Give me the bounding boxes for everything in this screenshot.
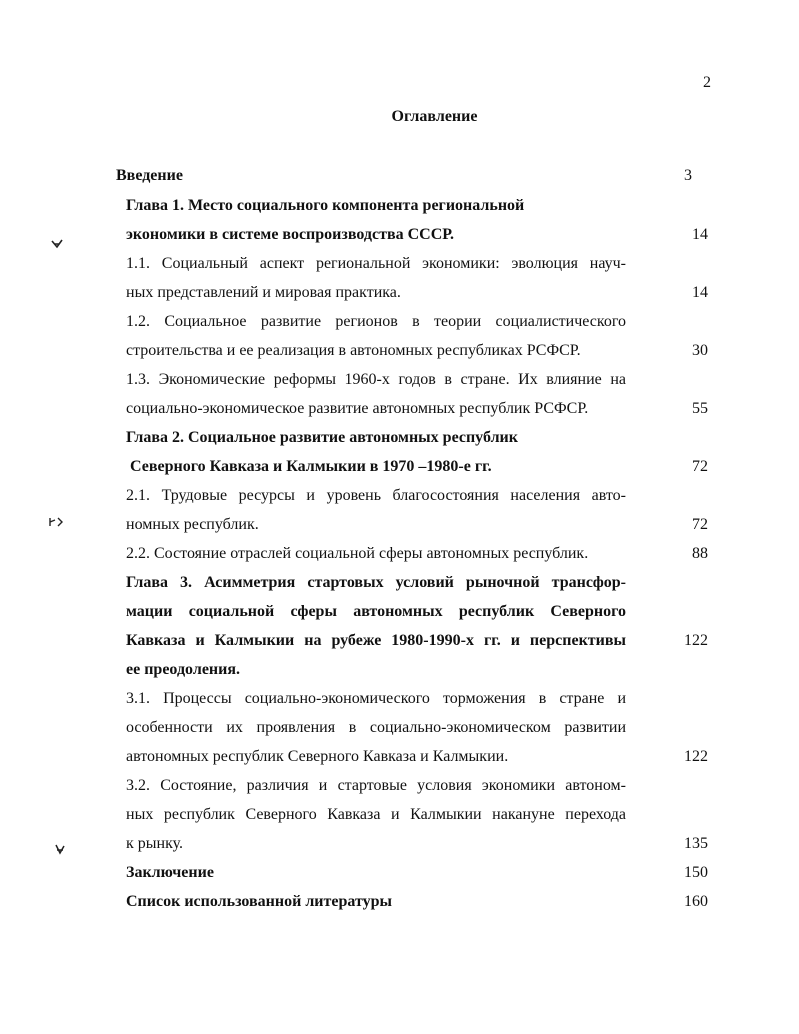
toc-entry-line: строительства и ее реализация в автономных республиках РСФСР. <box>126 342 581 359</box>
toc-entry-line: ее преодоления. <box>126 661 241 678</box>
toc-entry-section-1-1 <box>126 249 626 307</box>
toc-entry-line: Глава 1. Место социального компонента региональной <box>126 197 525 214</box>
toc-entry-line: к рынку. <box>126 835 184 852</box>
scan-artifact-mark <box>50 238 64 250</box>
toc-entry-line: автономных республик Северного Кавказа и Калмыкии. <box>126 748 509 765</box>
page-title: Оглавление <box>391 108 478 125</box>
toc-entry-bibliography <box>126 887 626 916</box>
toc-entry-line: 1.2. Социальное развитие регионов в теории социалистического <box>126 313 626 330</box>
toc-page-number: 122 <box>684 632 708 649</box>
toc-entry-line: 2.2. Состояние отраслей социальной сферы автономных республик. <box>126 545 589 562</box>
scan-artifact-mark <box>53 842 67 856</box>
toc-entry-line: экономики в системе воспроизводства СССР. <box>126 226 455 243</box>
toc-entry-line: ных республик Северного Кавказа и Калмыкии накануне перехода <box>126 806 626 823</box>
toc-page-number: 150 <box>684 864 708 881</box>
toc-entry-conclusion <box>126 858 626 887</box>
toc-entry-line: ных представлений и мировая практика. <box>126 284 401 301</box>
toc-entry-section-3-1 <box>126 684 626 771</box>
toc-page-number: 72 <box>692 458 708 475</box>
toc-page-number: 72 <box>692 516 708 533</box>
toc-entry-section-1-2 <box>126 307 626 365</box>
toc-entry-section-1-3 <box>126 365 626 423</box>
toc-entry-line: 1.1. Социальный аспект региональной экономики: эволюция науч- <box>126 255 626 272</box>
toc-entry-line: Кавказа и Калмыкии на рубеже 1980-1990-х гг. и перспективы <box>126 632 626 649</box>
toc-page-number: 122 <box>684 748 708 765</box>
toc-page-number: 14 <box>692 284 708 301</box>
toc-entry-chapter-1 <box>126 191 626 249</box>
toc-entry-line: 2.1. Трудовые ресурсы и уровень благосостояния населения авто- <box>126 487 626 504</box>
toc-entry-section-2-2 <box>126 539 626 568</box>
toc-page-number: 88 <box>692 545 708 562</box>
toc-entry-line: мации социальной сферы автономных республик Северного <box>126 603 626 620</box>
toc-entry-line: особенности их проявления в социально-экономическом развитии <box>126 719 626 736</box>
toc-entry-line: Северного Кавказа и Калмыкии в 1970 –1980-е гг. <box>126 458 492 475</box>
toc-entry-introduction <box>116 161 616 190</box>
toc-page-number: 160 <box>684 893 708 910</box>
toc-page-number: 30 <box>692 342 708 359</box>
toc-entry-line: Список использованной литературы <box>126 893 392 910</box>
toc-entry-chapter-3 <box>126 568 626 684</box>
toc-page-number: 14 <box>692 226 708 243</box>
page-number: 2 <box>703 74 711 91</box>
toc-entry-line: Глава 3. Асимметрия стартовых условий рыночной трансфор- <box>126 574 626 591</box>
toc-entry-line: Заключение <box>126 864 214 881</box>
toc-entry-line: социально-экономическое развитие автономных республик РСФСР. <box>126 400 589 417</box>
toc-entry-line: 3.2. Состояние, различия и стартовые условия экономики автоном- <box>126 777 626 794</box>
toc-entry-line: Введение <box>116 167 183 184</box>
toc-entry-line: 3.1. Процессы социально-экономического торможения в стране и <box>126 690 626 707</box>
toc-page-number: 3 <box>684 167 692 184</box>
toc-entry-chapter-2 <box>126 423 626 481</box>
toc-entry-section-3-2 <box>126 771 626 858</box>
toc-entry-line: 1.3. Экономические реформы 1960-х годов в стране. Их влияние на <box>126 371 626 388</box>
toc-entry-line: Глава 2. Социальное развитие автономных республик <box>126 429 518 446</box>
toc-page-number: 55 <box>692 400 708 417</box>
scan-artifact-mark <box>48 516 64 528</box>
toc-page-number: 135 <box>684 835 708 852</box>
toc-entry-section-2-1 <box>126 481 626 539</box>
toc-entry-line: номных республик. <box>126 516 259 533</box>
